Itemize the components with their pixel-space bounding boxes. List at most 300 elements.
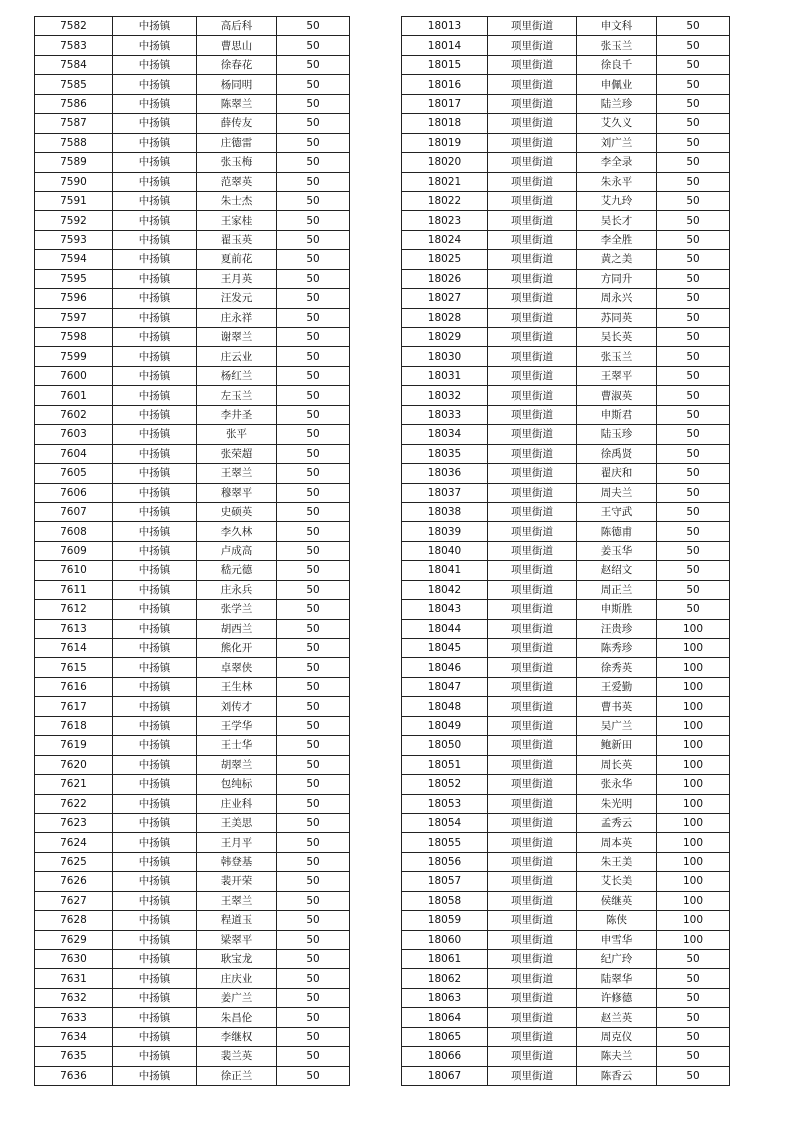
- township-cell: 项里街道: [488, 891, 577, 910]
- amount-cell: 100: [657, 716, 730, 735]
- serial-number-cell: 18067: [402, 1066, 488, 1085]
- name-cell: 耿宝龙: [197, 950, 277, 969]
- name-cell: 汪发元: [197, 289, 277, 308]
- table-row: [402, 833, 730, 852]
- township-cell: 中扬镇: [113, 483, 197, 502]
- name-cell: 周正兰: [577, 580, 657, 599]
- township-cell: 中扬镇: [113, 250, 197, 269]
- serial-number-cell: 18021: [402, 172, 488, 191]
- township-cell: 中扬镇: [113, 366, 197, 385]
- amount-cell: 50: [277, 522, 350, 541]
- table-row: [402, 464, 730, 483]
- name-cell: 庄庆业: [197, 969, 277, 988]
- name-cell: 高后科: [197, 17, 277, 36]
- serial-number-cell: 7595: [35, 269, 113, 288]
- serial-number-cell: 18059: [402, 911, 488, 930]
- table-row: [402, 230, 730, 249]
- serial-number-cell: 7594: [35, 250, 113, 269]
- township-cell: 项里街道: [488, 133, 577, 152]
- name-cell: 张永华: [577, 775, 657, 794]
- serial-number-cell: 7615: [35, 658, 113, 677]
- serial-number-cell: 7620: [35, 755, 113, 774]
- township-cell: 中扬镇: [113, 541, 197, 560]
- amount-cell: 50: [277, 736, 350, 755]
- name-cell: 张玉兰: [577, 347, 657, 366]
- name-cell: 申雪华: [577, 930, 657, 949]
- table-row: [35, 17, 350, 36]
- serial-number-cell: 18063: [402, 988, 488, 1007]
- township-cell: 项里街道: [488, 988, 577, 1007]
- serial-number-cell: 18066: [402, 1047, 488, 1066]
- table-row: [402, 697, 730, 716]
- township-cell: 中扬镇: [113, 911, 197, 930]
- serial-number-cell: 7610: [35, 561, 113, 580]
- serial-number-cell: 18042: [402, 580, 488, 599]
- township-cell: 中扬镇: [113, 988, 197, 1007]
- name-cell: 胡翠兰: [197, 755, 277, 774]
- township-cell: 中扬镇: [113, 600, 197, 619]
- table-row: [402, 172, 730, 191]
- table-row: [35, 1027, 350, 1046]
- township-cell: 中扬镇: [113, 872, 197, 891]
- township-cell: 项里街道: [488, 366, 577, 385]
- name-cell: 张平: [197, 425, 277, 444]
- serial-number-cell: 18050: [402, 736, 488, 755]
- name-cell: 胡西兰: [197, 619, 277, 638]
- table-row: [402, 386, 730, 405]
- table-row: [35, 600, 350, 619]
- name-cell: 陈香云: [577, 1066, 657, 1085]
- township-cell: 项里街道: [488, 211, 577, 230]
- table-row: [402, 289, 730, 308]
- amount-cell: 50: [277, 775, 350, 794]
- table-row: [35, 950, 350, 969]
- township-cell: 项里街道: [488, 328, 577, 347]
- township-cell: 项里街道: [488, 775, 577, 794]
- amount-cell: 100: [657, 736, 730, 755]
- township-cell: 项里街道: [488, 347, 577, 366]
- name-cell: 陆翠华: [577, 969, 657, 988]
- serial-number-cell: 18019: [402, 133, 488, 152]
- serial-number-cell: 7622: [35, 794, 113, 813]
- amount-cell: 50: [277, 677, 350, 696]
- table-row: [402, 794, 730, 813]
- amount-cell: 50: [657, 94, 730, 113]
- township-cell: 中扬镇: [113, 852, 197, 871]
- name-cell: 侯继英: [577, 891, 657, 910]
- township-cell: 项里街道: [488, 444, 577, 463]
- name-cell: 艾久义: [577, 114, 657, 133]
- amount-cell: 50: [657, 561, 730, 580]
- table-row: [402, 736, 730, 755]
- name-cell: 周本英: [577, 833, 657, 852]
- township-cell: 项里街道: [488, 833, 577, 852]
- table-row: [35, 872, 350, 891]
- name-cell: 许修德: [577, 988, 657, 1007]
- serial-number-cell: 18026: [402, 269, 488, 288]
- amount-cell: 50: [277, 872, 350, 891]
- amount-cell: 50: [277, 386, 350, 405]
- table-row: [35, 1047, 350, 1066]
- name-cell: 谢翠兰: [197, 328, 277, 347]
- table-row: [35, 891, 350, 910]
- serial-number-cell: 7635: [35, 1047, 113, 1066]
- amount-cell: 50: [277, 502, 350, 521]
- name-cell: 鲍新田: [577, 736, 657, 755]
- serial-number-cell: 18032: [402, 386, 488, 405]
- table-row: [35, 230, 350, 249]
- serial-number-cell: 7614: [35, 639, 113, 658]
- township-cell: 中扬镇: [113, 191, 197, 210]
- serial-number-cell: 7629: [35, 930, 113, 949]
- name-cell: 周克仪: [577, 1027, 657, 1046]
- amount-cell: 100: [657, 697, 730, 716]
- table-row: [402, 483, 730, 502]
- township-cell: 中扬镇: [113, 969, 197, 988]
- table-row: [402, 425, 730, 444]
- table-row: [35, 172, 350, 191]
- serial-number-cell: 7587: [35, 114, 113, 133]
- name-cell: 王月平: [197, 833, 277, 852]
- serial-number-cell: 7593: [35, 230, 113, 249]
- serial-number-cell: 18062: [402, 969, 488, 988]
- name-cell: 陈德甫: [577, 522, 657, 541]
- serial-number-cell: 7624: [35, 833, 113, 852]
- serial-number-cell: 18052: [402, 775, 488, 794]
- amount-cell: 50: [277, 541, 350, 560]
- township-cell: 项里街道: [488, 950, 577, 969]
- table-row: [35, 347, 350, 366]
- township-cell: 项里街道: [488, 580, 577, 599]
- township-cell: 项里街道: [488, 541, 577, 560]
- amount-cell: 100: [657, 619, 730, 638]
- serial-number-cell: 7617: [35, 697, 113, 716]
- amount-cell: 50: [657, 172, 730, 191]
- township-cell: 中扬镇: [113, 775, 197, 794]
- amount-cell: 50: [657, 580, 730, 599]
- serial-number-cell: 18054: [402, 813, 488, 832]
- serial-number-cell: 7636: [35, 1066, 113, 1085]
- serial-number-cell: 18028: [402, 308, 488, 327]
- name-cell: 梁翠平: [197, 930, 277, 949]
- name-cell: 包纯标: [197, 775, 277, 794]
- township-cell: 中扬镇: [113, 950, 197, 969]
- serial-number-cell: 18061: [402, 950, 488, 969]
- serial-number-cell: 18065: [402, 1027, 488, 1046]
- name-cell: 朱光明: [577, 794, 657, 813]
- amount-cell: 50: [657, 269, 730, 288]
- table-row: [35, 580, 350, 599]
- table-row: [35, 308, 350, 327]
- township-cell: 项里街道: [488, 1008, 577, 1027]
- serial-number-cell: 7588: [35, 133, 113, 152]
- serial-number-cell: 7613: [35, 619, 113, 638]
- serial-number-cell: 7584: [35, 55, 113, 74]
- amount-cell: 50: [657, 308, 730, 327]
- name-cell: 熊化开: [197, 639, 277, 658]
- table-row: [35, 794, 350, 813]
- amount-cell: 50: [277, 17, 350, 36]
- table-row: [35, 522, 350, 541]
- serial-number-cell: 7626: [35, 872, 113, 891]
- amount-cell: 50: [657, 328, 730, 347]
- table-row: [35, 250, 350, 269]
- township-cell: 中扬镇: [113, 1066, 197, 1085]
- serial-number-cell: 7625: [35, 852, 113, 871]
- table-row: [402, 852, 730, 871]
- table-row: [35, 541, 350, 560]
- name-cell: 姜广兰: [197, 988, 277, 1007]
- name-cell: 左玉兰: [197, 386, 277, 405]
- amount-cell: 50: [277, 464, 350, 483]
- amount-cell: 50: [277, 191, 350, 210]
- table-row: [35, 639, 350, 658]
- table-row: [402, 36, 730, 55]
- serial-number-cell: 7590: [35, 172, 113, 191]
- name-cell: 庄云业: [197, 347, 277, 366]
- township-cell: 中扬镇: [113, 813, 197, 832]
- township-cell: 项里街道: [488, 75, 577, 94]
- table-row: [35, 755, 350, 774]
- serial-number-cell: 7631: [35, 969, 113, 988]
- township-cell: 中扬镇: [113, 658, 197, 677]
- township-cell: 项里街道: [488, 794, 577, 813]
- amount-cell: 100: [657, 852, 730, 871]
- amount-cell: 50: [277, 852, 350, 871]
- table-row: [35, 736, 350, 755]
- table-row: [402, 114, 730, 133]
- amount-cell: 50: [657, 1008, 730, 1027]
- serial-number-cell: 7589: [35, 153, 113, 172]
- township-cell: 中扬镇: [113, 619, 197, 638]
- name-cell: 范翠英: [197, 172, 277, 191]
- name-cell: 李久林: [197, 522, 277, 541]
- name-cell: 周长英: [577, 755, 657, 774]
- township-cell: 中扬镇: [113, 94, 197, 113]
- name-cell: 姜玉华: [577, 541, 657, 560]
- township-cell: 中扬镇: [113, 1008, 197, 1027]
- serial-number-cell: 18020: [402, 153, 488, 172]
- township-cell: 中扬镇: [113, 269, 197, 288]
- serial-number-cell: 18047: [402, 677, 488, 696]
- name-cell: 庄德雷: [197, 133, 277, 152]
- township-cell: 项里街道: [488, 677, 577, 696]
- township-cell: 中扬镇: [113, 736, 197, 755]
- table-row: [35, 677, 350, 696]
- amount-cell: 50: [277, 347, 350, 366]
- amount-cell: 50: [277, 308, 350, 327]
- table-row: [402, 930, 730, 949]
- township-cell: 中扬镇: [113, 580, 197, 599]
- table-row: [402, 94, 730, 113]
- amount-cell: 50: [277, 1027, 350, 1046]
- table-row: [35, 191, 350, 210]
- amount-cell: 50: [277, 969, 350, 988]
- serial-number-cell: 18034: [402, 425, 488, 444]
- table-row: [402, 191, 730, 210]
- amount-cell: 50: [277, 911, 350, 930]
- table-row: [35, 1066, 350, 1085]
- amount-cell: 50: [277, 697, 350, 716]
- table-row: [402, 950, 730, 969]
- serial-number-cell: 7592: [35, 211, 113, 230]
- name-cell: 周夫兰: [577, 483, 657, 502]
- name-cell: 庄永祥: [197, 308, 277, 327]
- name-cell: 李继权: [197, 1027, 277, 1046]
- name-cell: 徐春花: [197, 55, 277, 74]
- amount-cell: 50: [657, 464, 730, 483]
- table-row: [402, 17, 730, 36]
- name-cell: 张荣超: [197, 444, 277, 463]
- serial-number-cell: 7612: [35, 600, 113, 619]
- serial-number-cell: 18027: [402, 289, 488, 308]
- amount-cell: 50: [277, 1008, 350, 1027]
- township-cell: 中扬镇: [113, 794, 197, 813]
- table-row: [402, 75, 730, 94]
- name-cell: 庄永兵: [197, 580, 277, 599]
- amount-cell: 50: [277, 600, 350, 619]
- township-cell: 项里街道: [488, 1047, 577, 1066]
- township-cell: 中扬镇: [113, 347, 197, 366]
- township-cell: 项里街道: [488, 522, 577, 541]
- table-row: [402, 133, 730, 152]
- township-cell: 项里街道: [488, 191, 577, 210]
- name-cell: 王翠兰: [197, 891, 277, 910]
- serial-number-cell: 18022: [402, 191, 488, 210]
- name-cell: 穆翠平: [197, 483, 277, 502]
- table-row: [35, 969, 350, 988]
- table-row: [402, 969, 730, 988]
- serial-number-cell: 18016: [402, 75, 488, 94]
- table-row: [402, 639, 730, 658]
- amount-cell: 50: [657, 1027, 730, 1046]
- table-row: [402, 580, 730, 599]
- table-row: [402, 269, 730, 288]
- township-cell: 中扬镇: [113, 114, 197, 133]
- township-cell: 中扬镇: [113, 502, 197, 521]
- table-row: [402, 988, 730, 1007]
- serial-number-cell: 18058: [402, 891, 488, 910]
- name-cell: 周永兴: [577, 289, 657, 308]
- amount-cell: 50: [657, 969, 730, 988]
- name-cell: 翟庆和: [577, 464, 657, 483]
- name-cell: 赵兰英: [577, 1008, 657, 1027]
- township-cell: 中扬镇: [113, 1027, 197, 1046]
- table-row: [402, 502, 730, 521]
- name-cell: 徐正兰: [197, 1066, 277, 1085]
- amount-cell: 50: [277, 36, 350, 55]
- serial-number-cell: 18013: [402, 17, 488, 36]
- name-cell: 张玉兰: [577, 36, 657, 55]
- serial-number-cell: 7586: [35, 94, 113, 113]
- serial-number-cell: 7618: [35, 716, 113, 735]
- table-row: [35, 658, 350, 677]
- amount-cell: 50: [277, 1047, 350, 1066]
- name-cell: 申佩业: [577, 75, 657, 94]
- amount-cell: 50: [657, 347, 730, 366]
- name-cell: 薛传友: [197, 114, 277, 133]
- table-row: [35, 813, 350, 832]
- serial-number-cell: 18031: [402, 366, 488, 385]
- township-cell: 项里街道: [488, 930, 577, 949]
- serial-number-cell: 18037: [402, 483, 488, 502]
- township-cell: 项里街道: [488, 911, 577, 930]
- serial-number-cell: 7602: [35, 405, 113, 424]
- serial-number-cell: 7621: [35, 775, 113, 794]
- table-row: [402, 813, 730, 832]
- name-cell: 张学兰: [197, 600, 277, 619]
- serial-number-cell: 7601: [35, 386, 113, 405]
- township-cell: 项里街道: [488, 600, 577, 619]
- name-cell: 纪广玲: [577, 950, 657, 969]
- township-cell: 中扬镇: [113, 464, 197, 483]
- name-cell: 王家桂: [197, 211, 277, 230]
- serial-number-cell: 18041: [402, 561, 488, 580]
- township-cell: 项里街道: [488, 716, 577, 735]
- serial-number-cell: 18014: [402, 36, 488, 55]
- table-row: [402, 1027, 730, 1046]
- table-row: [35, 502, 350, 521]
- name-cell: 王月英: [197, 269, 277, 288]
- table-row: [35, 464, 350, 483]
- township-cell: 项里街道: [488, 230, 577, 249]
- township-cell: 中扬镇: [113, 716, 197, 735]
- township-cell: 中扬镇: [113, 891, 197, 910]
- amount-cell: 100: [657, 891, 730, 910]
- serial-number-cell: 18056: [402, 852, 488, 871]
- amount-cell: 50: [277, 289, 350, 308]
- amount-cell: 50: [657, 522, 730, 541]
- amount-cell: 50: [277, 405, 350, 424]
- table-row: [402, 619, 730, 638]
- amount-cell: 50: [277, 328, 350, 347]
- name-cell: 徐禹贤: [577, 444, 657, 463]
- name-cell: 陆兰珍: [577, 94, 657, 113]
- township-cell: 项里街道: [488, 55, 577, 74]
- township-cell: 中扬镇: [113, 230, 197, 249]
- amount-cell: 50: [657, 1066, 730, 1085]
- amount-cell: 50: [657, 988, 730, 1007]
- amount-cell: 50: [657, 114, 730, 133]
- amount-cell: 50: [277, 561, 350, 580]
- township-cell: 项里街道: [488, 872, 577, 891]
- township-cell: 项里街道: [488, 755, 577, 774]
- name-cell: 翟玉英: [197, 230, 277, 249]
- serial-number-cell: 18049: [402, 716, 488, 735]
- amount-cell: 50: [657, 230, 730, 249]
- serial-number-cell: 7606: [35, 483, 113, 502]
- serial-number-cell: 18025: [402, 250, 488, 269]
- name-cell: 方同升: [577, 269, 657, 288]
- amount-cell: 50: [657, 502, 730, 521]
- serial-number-cell: 18015: [402, 55, 488, 74]
- amount-cell: 50: [657, 75, 730, 94]
- serial-number-cell: 18048: [402, 697, 488, 716]
- serial-number-cell: 18060: [402, 930, 488, 949]
- name-cell: 艾九玲: [577, 191, 657, 210]
- township-cell: 中扬镇: [113, 1047, 197, 1066]
- amount-cell: 50: [277, 269, 350, 288]
- name-cell: 王学华: [197, 716, 277, 735]
- table-row: [35, 619, 350, 638]
- table-row: [35, 94, 350, 113]
- table-row: [35, 133, 350, 152]
- township-cell: 项里街道: [488, 1027, 577, 1046]
- township-cell: 中扬镇: [113, 386, 197, 405]
- table-row: [402, 55, 730, 74]
- serial-number-cell: 18035: [402, 444, 488, 463]
- name-cell: 韩登基: [197, 852, 277, 871]
